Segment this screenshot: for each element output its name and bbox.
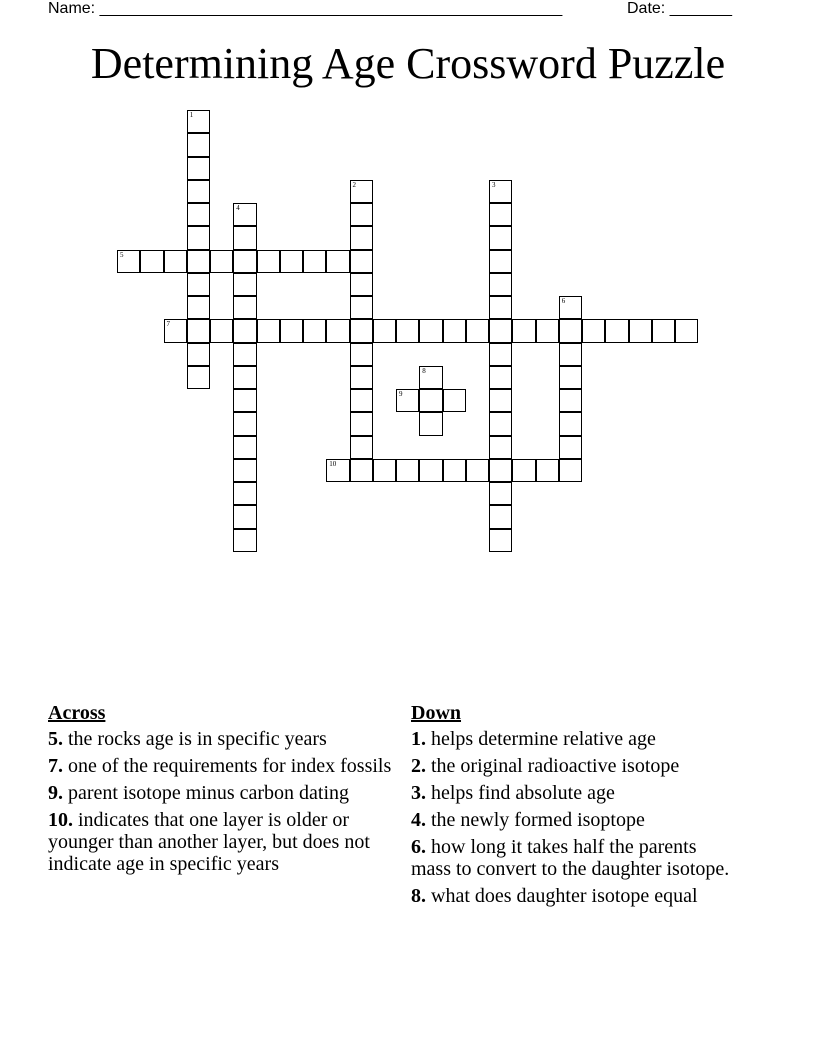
clue-number: 6. — [411, 836, 426, 858]
grid-cell[interactable] — [164, 250, 187, 273]
grid-cell[interactable] — [559, 389, 582, 412]
clue-down-1 — [411, 728, 731, 750]
grid-cell[interactable] — [652, 319, 675, 342]
grid-cell[interactable] — [233, 505, 256, 528]
clue-across-7 — [48, 755, 403, 777]
grid-cell[interactable] — [280, 319, 303, 342]
clue-number: 2. — [411, 755, 426, 777]
grid-cell[interactable] — [233, 319, 256, 342]
grid-cell[interactable] — [396, 459, 419, 482]
clue-across-5 — [48, 728, 403, 750]
grid-cell[interactable] — [419, 319, 442, 342]
grid-cell[interactable] — [350, 250, 373, 273]
cell-number: 4 — [236, 204, 240, 212]
grid-cell[interactable] — [443, 319, 466, 342]
grid-cell[interactable] — [559, 366, 582, 389]
grid-cell[interactable] — [350, 389, 373, 412]
clue-across-10 — [48, 809, 403, 875]
grid-cell[interactable] — [373, 459, 396, 482]
cell-number: 5 — [120, 250, 124, 259]
clue-number: 10. — [48, 809, 73, 831]
cell-number: 9 — [399, 390, 403, 398]
grid-cell[interactable] — [536, 319, 559, 342]
cell-number: 10 — [329, 459, 337, 468]
grid-cell[interactable] — [350, 203, 373, 226]
grid-cell[interactable] — [489, 226, 512, 249]
grid-cell[interactable] — [466, 459, 489, 482]
clue-text: how long it takes half the parents mass to convert to the daughter isotope. — [411, 836, 730, 880]
grid-cell[interactable] — [373, 319, 396, 342]
grid-cell[interactable] — [489, 436, 512, 459]
cell-number: 8 — [422, 366, 426, 375]
clue-number: 3. — [411, 782, 426, 804]
clue-down-2 — [411, 755, 731, 777]
grid-cell[interactable] — [326, 459, 349, 482]
grid-cell[interactable] — [303, 250, 326, 273]
grid-cell[interactable] — [210, 250, 233, 273]
grid-cell[interactable] — [187, 226, 210, 249]
grid-cell[interactable] — [489, 273, 512, 296]
grid-cell[interactable] — [350, 343, 373, 366]
clue-text: helps determine relative age — [426, 728, 656, 750]
grid-cell[interactable] — [489, 203, 512, 226]
grid-cell[interactable] — [140, 250, 163, 273]
clue-text: the rocks age is in specific years — [63, 728, 327, 750]
clue-number: 1. — [411, 728, 426, 750]
clue-number: 4. — [411, 809, 426, 831]
clue-text: what does daughter isotope equal — [426, 885, 698, 907]
grid-cell[interactable] — [257, 319, 280, 342]
clue-text: one of the requirements for index fossils — [63, 755, 392, 777]
clue-text: the newly formed isoptope — [426, 809, 645, 831]
grid-cell[interactable] — [187, 250, 210, 273]
page-title: Determining Age Crossword Puzzle — [90, 39, 726, 88]
grid-cell[interactable] — [187, 343, 210, 366]
grid-cell[interactable] — [629, 319, 652, 342]
grid-cell[interactable] — [233, 389, 256, 412]
grid-cell[interactable] — [233, 250, 256, 273]
grid-cell[interactable] — [559, 436, 582, 459]
grid-cell[interactable] — [233, 296, 256, 319]
grid-cell[interactable] — [326, 250, 349, 273]
cell-number: 7 — [166, 320, 170, 329]
grid-cell[interactable] — [419, 459, 442, 482]
grid-cell[interactable] — [443, 459, 466, 482]
clue-down-8 — [411, 885, 731, 907]
grid-cell[interactable] — [536, 459, 559, 482]
clue-number: 7. — [48, 755, 63, 777]
grid-cell[interactable] — [350, 180, 373, 203]
grid-cell[interactable] — [350, 412, 373, 435]
clue-text: indicates that one layer is older or younger than another layer, but does not indicate age in specific years — [48, 809, 370, 875]
grid-cell[interactable] — [559, 319, 582, 342]
cell-number: 1 — [189, 111, 194, 119]
grid-cell[interactable] — [233, 482, 256, 505]
grid-cell[interactable] — [489, 319, 512, 342]
down-clues — [411, 702, 731, 912]
grid-cell[interactable] — [326, 319, 349, 342]
grid-cell[interactable] — [419, 366, 442, 389]
grid-cell[interactable] — [303, 319, 326, 342]
grid-cell[interactable] — [350, 459, 373, 482]
grid-cell[interactable] — [233, 459, 256, 482]
grid-cell[interactable] — [350, 226, 373, 249]
clue-number: 8. — [411, 885, 426, 907]
cell-number: 3 — [492, 180, 496, 189]
grid-cell[interactable] — [396, 319, 419, 342]
grid-cell[interactable] — [675, 319, 698, 342]
grid-cell[interactable] — [233, 529, 256, 552]
grid-cell[interactable] — [257, 250, 280, 273]
grid-cell[interactable] — [187, 180, 210, 203]
grid-cell[interactable] — [187, 296, 210, 319]
across-heading: Across — [48, 702, 106, 724]
grid-cell[interactable] — [559, 412, 582, 435]
grid-cell[interactable] — [187, 273, 210, 296]
clue-down-6 — [411, 836, 731, 880]
grid-cell[interactable] — [164, 319, 187, 342]
grid-cell[interactable] — [187, 133, 210, 156]
grid-cell[interactable] — [512, 459, 535, 482]
grid-cell[interactable] — [187, 203, 210, 226]
grid-cell[interactable] — [396, 389, 419, 412]
clue-text: the original radioactive isotope — [426, 755, 680, 777]
clue-down-4 — [411, 809, 731, 831]
grid-cell[interactable] — [559, 296, 582, 319]
grid-cell[interactable] — [466, 319, 489, 342]
grid-cell[interactable] — [187, 366, 210, 389]
grid-cell[interactable] — [419, 412, 442, 435]
grid-cell[interactable] — [233, 436, 256, 459]
grid-cell[interactable] — [233, 366, 256, 389]
grid-cell[interactable] — [280, 250, 303, 273]
date-field-label: Date: _______ — [627, 0, 732, 17]
grid-cell[interactable] — [210, 319, 233, 342]
clue-number: 5. — [48, 728, 63, 750]
down-heading: Down — [411, 702, 462, 724]
grid-cell[interactable] — [350, 296, 373, 319]
grid-cell[interactable] — [489, 459, 512, 482]
name-field-label: Name: ____________________________________________________ — [48, 0, 563, 17]
grid-cell[interactable] — [233, 343, 256, 366]
grid-cell[interactable] — [350, 273, 373, 296]
grid-cell[interactable] — [489, 505, 512, 528]
grid-cell[interactable] — [443, 389, 466, 412]
clue-number: 9. — [48, 782, 63, 804]
grid-cell[interactable] — [489, 482, 512, 505]
clue-across-9 — [48, 782, 403, 804]
grid-cell[interactable] — [233, 226, 256, 249]
grid-cell[interactable] — [489, 412, 512, 435]
grid-cell[interactable] — [187, 319, 210, 342]
grid-cell[interactable] — [233, 412, 256, 435]
cell-number: 6 — [561, 297, 566, 305]
grid-cell[interactable] — [233, 273, 256, 296]
grid-cell[interactable] — [233, 203, 256, 226]
grid-cell[interactable] — [117, 250, 140, 273]
grid-cell[interactable] — [489, 529, 512, 552]
grid-cell[interactable] — [419, 389, 442, 412]
grid-cell[interactable] — [605, 319, 628, 342]
grid-cell[interactable] — [489, 389, 512, 412]
grid-cell[interactable] — [350, 436, 373, 459]
grid-cell[interactable] — [187, 110, 210, 133]
grid-cell[interactable] — [187, 157, 210, 180]
grid-cell[interactable] — [489, 180, 512, 203]
grid-cell[interactable] — [350, 366, 373, 389]
grid-cell[interactable] — [582, 319, 605, 342]
cell-number: 2 — [352, 180, 356, 189]
clue-text: parent isotope minus carbon dating — [63, 782, 350, 804]
grid-cell[interactable] — [489, 296, 512, 319]
grid-cell[interactable] — [350, 319, 373, 342]
grid-cell[interactable] — [489, 366, 512, 389]
clue-text: helps find absolute age — [426, 782, 615, 804]
clue-down-3 — [411, 782, 731, 804]
across-clues — [48, 702, 403, 880]
grid-cell[interactable] — [559, 343, 582, 366]
grid-cell[interactable] — [489, 343, 512, 366]
grid-cell[interactable] — [512, 319, 535, 342]
grid-cell[interactable] — [489, 250, 512, 273]
grid-cell[interactable] — [559, 459, 582, 482]
